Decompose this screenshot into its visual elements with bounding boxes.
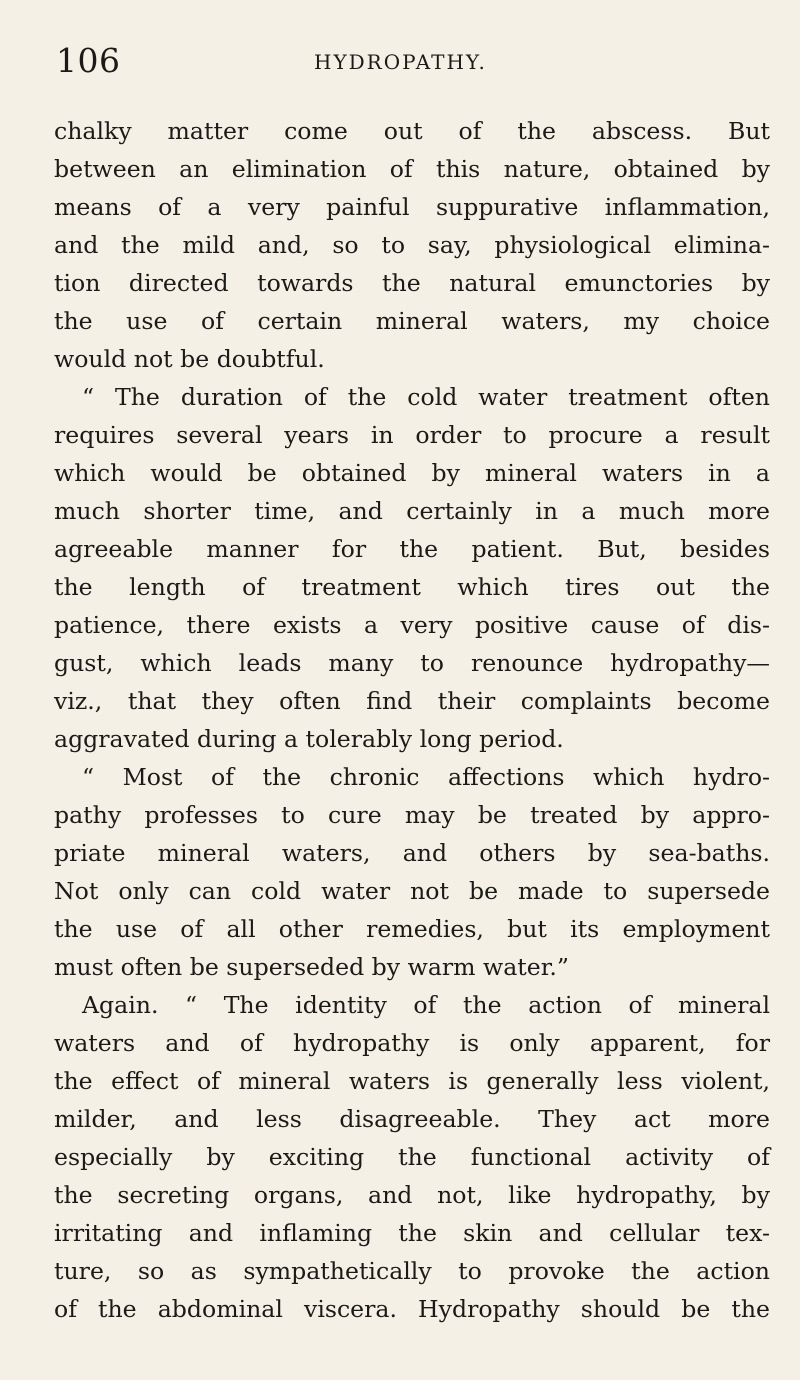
text-line: pathy professes to cure may be treated by appro- [54,801,770,829]
text-line: patience, there exists a very positive cause of dis- [54,611,770,639]
text-line: “ Most of the chronic affections which hydro- [82,763,770,791]
text-line: requires several years in order to procure a result [54,421,770,449]
text-line: gust, which leads many to renounce hydropathy— [54,649,770,677]
text-line: milder, and less disagreeable. They act more [54,1105,770,1133]
text-line: between an elimination of this nature, obtained by [54,155,770,183]
text-line: “ The duration of the cold water treatment often [82,383,770,411]
text-line: Not only can cold water not be made to supersede [54,877,770,905]
text-line: tion directed towards the natural emunctories by [54,269,770,297]
text-line: aggravated during a tolerably long period. [54,725,564,753]
text-line: means of a very painful suppurative inflammation, [54,193,770,221]
text-line: must often be superseded by warm water.” [54,953,569,981]
page-header [56,42,756,92]
text-line: and the mild and, so to say, physiological elimina- [54,231,770,259]
text-line: ture, so as sympathetically to provoke the action [54,1257,770,1285]
text-line: viz., that they often find their complaints become [54,687,770,715]
text-line: the effect of mineral waters is generally less violent, [54,1067,770,1095]
text-line: the use of all other remedies, but its employment [54,915,770,943]
text-line: priate mineral waters, and others by sea-baths. [54,839,770,867]
text-line: chalky matter come out of the abscess. But [54,117,770,145]
text-line: of the abdominal viscera. Hydropathy should be the [54,1295,770,1323]
text-line: especially by exciting the functional activity of [54,1143,770,1171]
text-line: agreeable manner for the patient. But, besides [54,535,770,563]
text-line: Again. “ The identity of the action of mineral [82,991,770,1019]
text-line: waters and of hydropathy is only apparent, for [54,1029,770,1057]
body-text [54,112,770,1328]
running-title: HYDROPATHY. [314,50,487,74]
text-line: the length of treatment which tires out the [54,573,770,601]
text-line: would not be doubtful. [54,345,325,373]
text-line: much shorter time, and certainly in a much more [54,497,770,525]
text-line: which would be obtained by mineral waters in a [54,459,770,487]
text-line: the use of certain mineral waters, my choice [54,307,770,335]
page-number: 106 [56,41,121,80]
text-line: the secreting organs, and not, like hydropathy, by [54,1181,770,1209]
text-line: irritating and inflaming the skin and cellular tex- [54,1219,770,1247]
